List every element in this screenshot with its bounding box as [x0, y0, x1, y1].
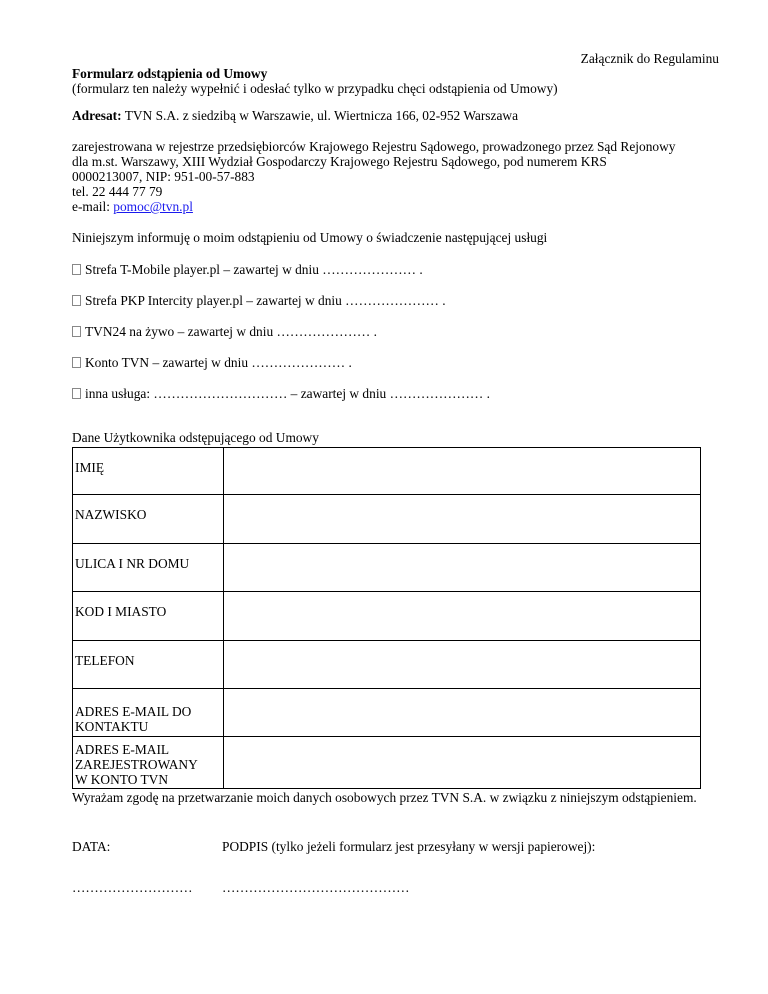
user-section-title: Dane Użytkownika odstępującego od Umowy: [72, 430, 319, 445]
addressee-text: TVN S.A. z siedzibą w Warszawie, ul. Wiertnicza 166, 02-952 Warszawa: [121, 108, 519, 123]
table-row: [73, 641, 701, 689]
user-data-table: [72, 447, 701, 789]
field-label: NAZWISKO: [73, 495, 224, 544]
field-value[interactable]: [224, 544, 701, 592]
checkbox-icon[interactable]: [72, 326, 81, 337]
date-label: DATA:: [72, 839, 111, 854]
service-option-text: TVN24 na żywo – zawartej w dniu ………………… .: [85, 324, 377, 339]
consent-statement: Wyrażam zgodę na przetwarzanie moich danych osobowych przez TVN S.A. w związku z niniejszym odstąpieniem.: [72, 790, 697, 805]
signature-label: PODPIS (tylko jeżeli formularz jest przesyłany w wersji papierowej):: [222, 839, 596, 854]
attachment-header: Załącznik do Regulaminu: [580, 51, 719, 66]
checkbox-icon[interactable]: [72, 388, 81, 399]
service-option-text: Strefa PKP Intercity player.pl – zawartej w dniu ………………… .: [85, 293, 446, 308]
field-label: ULICA I NR DOMU: [73, 544, 224, 592]
email-label: e-mail:: [72, 199, 114, 214]
addressee-label: Adresat:: [72, 108, 122, 123]
table-row: [73, 737, 701, 789]
table-row: [73, 495, 701, 544]
registry-line-2: dla m.st. Warszawy, XIII Wydział Gospodarczy Krajowego Rejestru Sądowego, pod numerem KRS: [72, 154, 607, 169]
service-option[interactable]: [72, 355, 352, 370]
form-title: Formularz odstąpienia od Umowy: [72, 66, 268, 81]
field-label: IMIĘ: [73, 448, 224, 495]
signature-dots[interactable]: ……………………………………: [222, 880, 410, 895]
service-option[interactable]: [72, 324, 377, 339]
field-value[interactable]: [224, 592, 701, 641]
service-option-text: inna usługa: ………………………… – zawartej w dniu ………………… .: [85, 386, 491, 401]
form-subtitle: (formularz ten należy wypełnić i odesłać tylko w przypadku chęci odstąpienia od Umowy): [72, 81, 558, 96]
date-dots[interactable]: ………………………: [72, 880, 193, 895]
table-row: [73, 448, 701, 495]
field-label: ADRES E-MAIL ZAREJESTROWANY W KONTO TVN: [73, 737, 224, 789]
checkbox-icon[interactable]: [72, 264, 81, 275]
field-label: KOD I MIASTO: [73, 592, 224, 641]
table-row: [73, 592, 701, 641]
service-option-text: Strefa T-Mobile player.pl – zawartej w dniu ………………… .: [85, 262, 423, 277]
table-row: [73, 544, 701, 592]
checkbox-icon[interactable]: [72, 295, 81, 306]
field-value[interactable]: [224, 448, 701, 495]
field-value[interactable]: [224, 495, 701, 544]
field-value[interactable]: [224, 689, 701, 737]
registry-line-3: 0000213007, NIP: 951-00-57-883: [72, 169, 255, 184]
service-option[interactable]: [72, 262, 423, 277]
service-option[interactable]: [72, 386, 490, 401]
field-label: TELEFON: [73, 641, 224, 689]
field-value[interactable]: [224, 641, 701, 689]
registry-email-line: [72, 199, 193, 214]
registry-phone: tel. 22 444 77 79: [72, 184, 163, 199]
table-row: [73, 689, 701, 737]
intro-statement: Niniejszym informuję o moim odstąpieniu od Umowy o świadczenie następującej usługi: [72, 230, 548, 245]
field-label: ADRES E-MAIL DO KONTAKTU: [73, 689, 224, 737]
email-link[interactable]: pomoc@tvn.pl: [113, 199, 193, 214]
checkbox-icon[interactable]: [72, 357, 81, 368]
service-option-text: Konto TVN – zawartej w dniu ………………… .: [85, 355, 352, 370]
registry-line-1: zarejestrowana w rejestrze przedsiębiorców Krajowego Rejestru Sądowego, prowadzonego przez Sąd Rejonowy: [72, 139, 676, 154]
field-value[interactable]: [224, 737, 701, 789]
service-option[interactable]: [72, 293, 446, 308]
addressee: [72, 108, 518, 123]
